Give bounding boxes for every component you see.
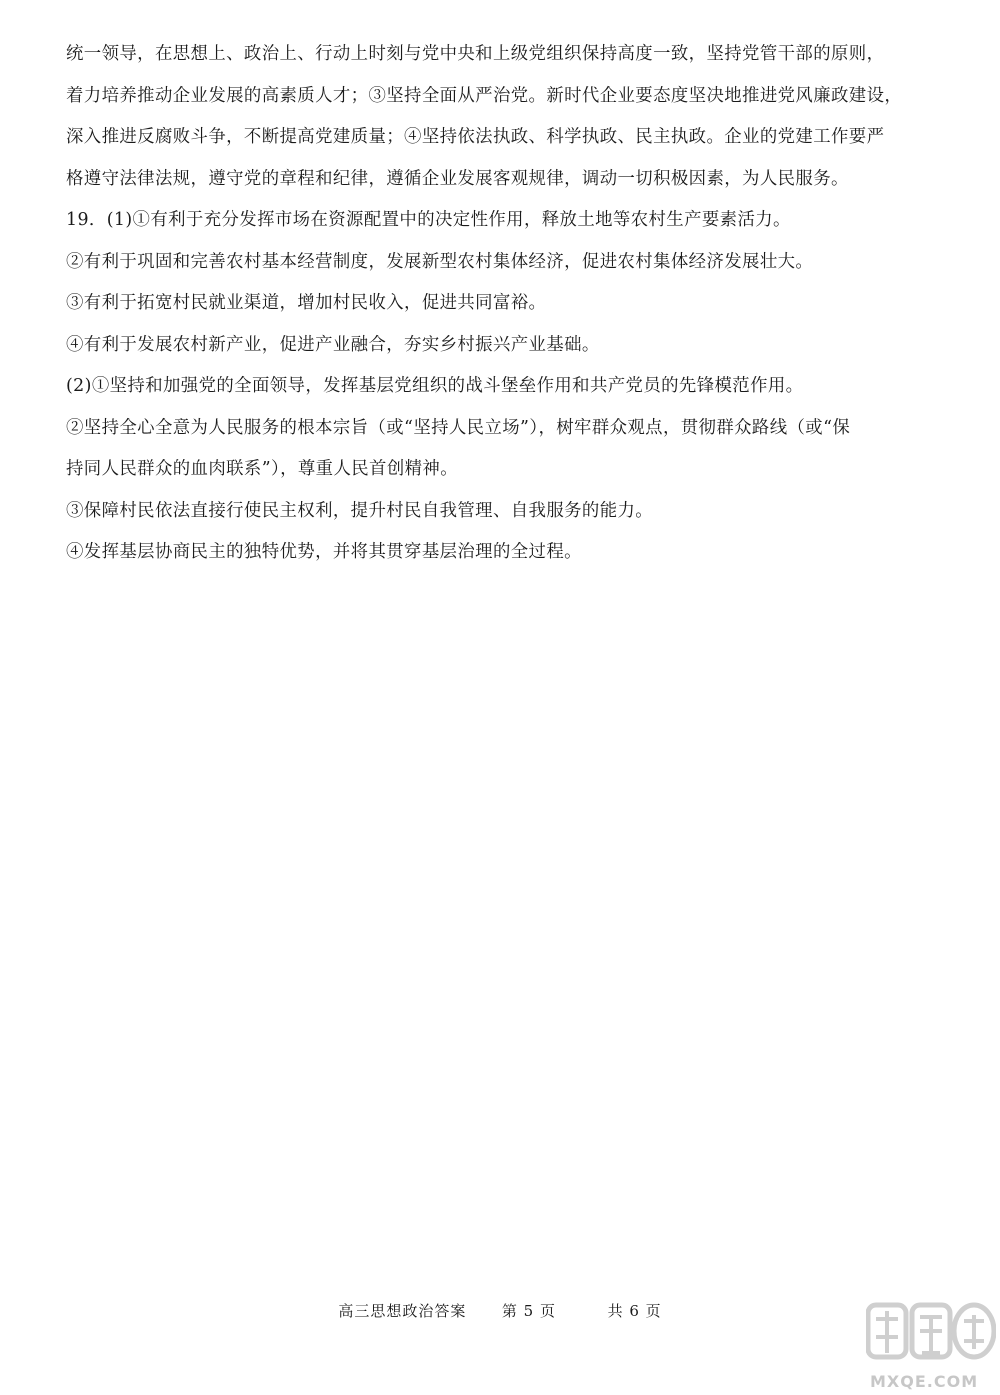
text-line: 19．(1)①有利于充分发挥市场在资源配置中的决定性作用，释放土地等农村生产要素活力。 bbox=[66, 210, 791, 230]
watermark-url: MXQE.COM bbox=[870, 1372, 979, 1391]
text-line: 格遵守法律法规，遵守党的章程和纪律，遵循企业发展客观规律，调动一切积极因素，为人民服务。 bbox=[66, 168, 849, 189]
answer-19-2-point-2 bbox=[66, 408, 946, 491]
paragraph-continuation bbox=[66, 34, 946, 200]
answer-19-1-point-3 bbox=[66, 283, 946, 325]
text-line: 深入推进反腐败斗争，不断提高党建质量；④坚持依法执政、科学执政、民主执政。企业的党建工作要严 bbox=[66, 127, 885, 147]
footer-subject: 高三思想政治答案 bbox=[338, 1302, 467, 1320]
text-line: ③保障村民依法直接行使民主权利，提升村民自我管理、自我服务的能力。 bbox=[66, 500, 654, 521]
answer-19-1-point-1 bbox=[66, 200, 946, 242]
text-line: ②有利于巩固和完善农村基本经营制度，发展新型农村集体经济，促进农村集体经济发展壮大。 bbox=[66, 251, 814, 272]
text-line: ③有利于拓宽村民就业渠道，增加村民收入，促进共同富裕。 bbox=[66, 293, 547, 313]
text-line: (2)①坚持和加强党的全面领导，发挥基层党组织的战斗堡垒作用和共产党员的先锋模范作用。 bbox=[66, 376, 804, 396]
answer-content bbox=[66, 34, 946, 574]
page-footer bbox=[0, 1300, 1000, 1321]
text-line: 持同人民群众的血肉联系”），尊重人民首创精神。 bbox=[66, 459, 458, 479]
answer-19-2-point-1 bbox=[66, 366, 946, 408]
text-line: ②坚持全心全意为人民服务的根本宗旨（或“坚持人民立场”），树牢群众观点，贯彻群众路线（或“保 bbox=[66, 417, 851, 438]
text-line: 统一领导，在思想上、政治上、行动上时刻与党中央和上级党组织保持高度一致，坚持党管干部的原则， bbox=[66, 44, 885, 64]
text-line: ④发挥基层协商民主的独特优势，并将其贯穿基层治理的全过程。 bbox=[66, 542, 582, 562]
answer-19-2-point-4 bbox=[66, 532, 946, 574]
watermark-logo-icon bbox=[866, 1297, 996, 1367]
text-line: 着力培养推动企业发展的高素质人才；③坚持全面从严治党。新时代企业要态度坚决地推进党风廉政建设， bbox=[66, 85, 903, 106]
watermark bbox=[866, 1297, 996, 1393]
text-line: ④有利于发展农村新产业，促进产业融合，夯实乡村振兴产业基础。 bbox=[66, 334, 600, 355]
answer-19-2-point-3 bbox=[66, 491, 946, 533]
footer-page-number: 第 5 页 bbox=[501, 1302, 556, 1320]
answer-19-1-point-2 bbox=[66, 242, 946, 284]
footer-total-pages: 共 6 页 bbox=[607, 1302, 662, 1320]
answer-19-1-point-4 bbox=[66, 325, 946, 367]
